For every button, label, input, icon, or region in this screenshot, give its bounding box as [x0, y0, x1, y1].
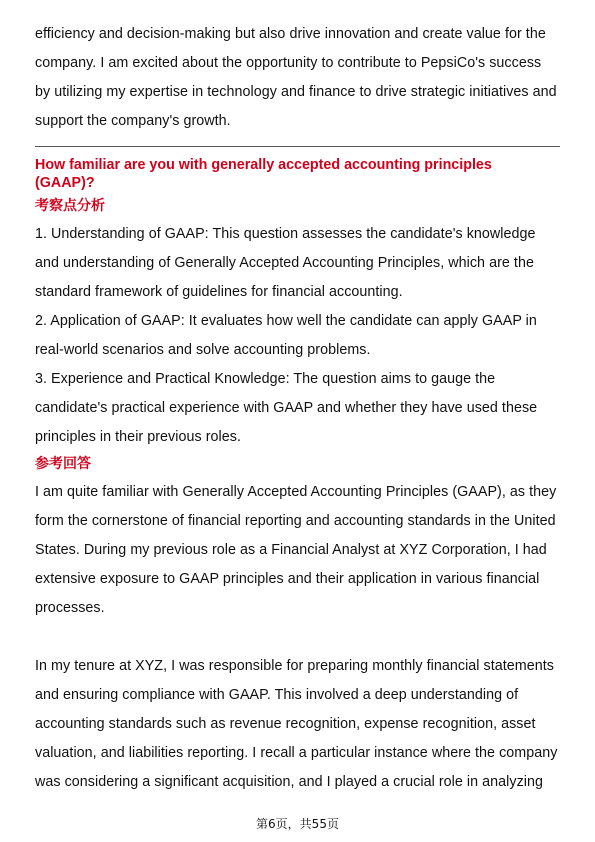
text-line: and understanding of Generally Accepted Accounting Principles, which are the	[35, 255, 534, 271]
text-line: form the cornerstone of financial reporting and accounting standards in the United	[35, 513, 556, 529]
text-line: 1. Understanding of GAAP: This question assesses the candidate's knowledge	[35, 226, 536, 242]
text-line: standard framework of guidelines for financial accounting.	[35, 284, 403, 300]
text-line: real-world scenarios and solve accounting problems.	[35, 342, 371, 358]
answer-paragraph-2	[35, 652, 560, 797]
text-line: was considering a significant acquisition, and I played a crucial role in analyzing	[35, 774, 544, 790]
text-line: States. During my previous role as a Financial Analyst at XYZ Corporation, I had	[35, 542, 547, 558]
question-line: (GAAP)?	[35, 175, 95, 191]
text-line: accounting standards such as revenue recognition, expense recognition, asset	[35, 716, 536, 732]
text-line: 3. Experience and Practical Knowledge: The question aims to gauge the	[35, 371, 496, 387]
page-number: 第6页，共55页	[256, 817, 339, 831]
document-page	[35, 20, 560, 797]
text-line: principles in their previous roles.	[35, 429, 241, 445]
text-line: processes.	[35, 600, 105, 616]
section-divider	[35, 146, 560, 147]
text-line: support the company's growth.	[35, 113, 231, 129]
text-line: by utilizing my expertise in technology and finance to drive strategic initiatives and	[35, 84, 557, 100]
text-line: In my tenure at XYZ, I was responsible for preparing monthly financial statements	[35, 658, 554, 674]
text-line: candidate's practical experience with GAAP and whether they have used these	[35, 400, 538, 416]
paragraph-spacer	[35, 623, 560, 652]
text-line: 2. Application of GAAP: It evaluates how well the candidate can apply GAAP in	[35, 313, 537, 329]
intro-paragraph	[35, 20, 560, 136]
text-line: efficiency and decision-making but also drive innovation and create value for the	[35, 26, 546, 42]
answer-section	[35, 454, 560, 797]
text-line: valuation, and liabilities reporting. I recall a particular instance where the company	[35, 745, 558, 761]
question-line: How familiar are you with generally accepted accounting principles	[35, 157, 492, 173]
answer-paragraph-1	[35, 478, 560, 623]
question-title	[35, 156, 560, 192]
text-line: company. I am excited about the opportunity to contribute to PepsiCo's success	[35, 55, 542, 71]
text-line: extensive exposure to GAAP principles and their application in various financial	[35, 571, 540, 587]
answer-heading: 参考回答	[35, 456, 91, 472]
analysis-section	[35, 196, 560, 452]
analysis-heading: 考察点分析	[35, 198, 105, 214]
text-line: and ensuring compliance with GAAP. This involved a deep understanding of	[35, 687, 519, 703]
text-line: I am quite familiar with Generally Accepted Accounting Principles (GAAP), as they	[35, 484, 557, 500]
